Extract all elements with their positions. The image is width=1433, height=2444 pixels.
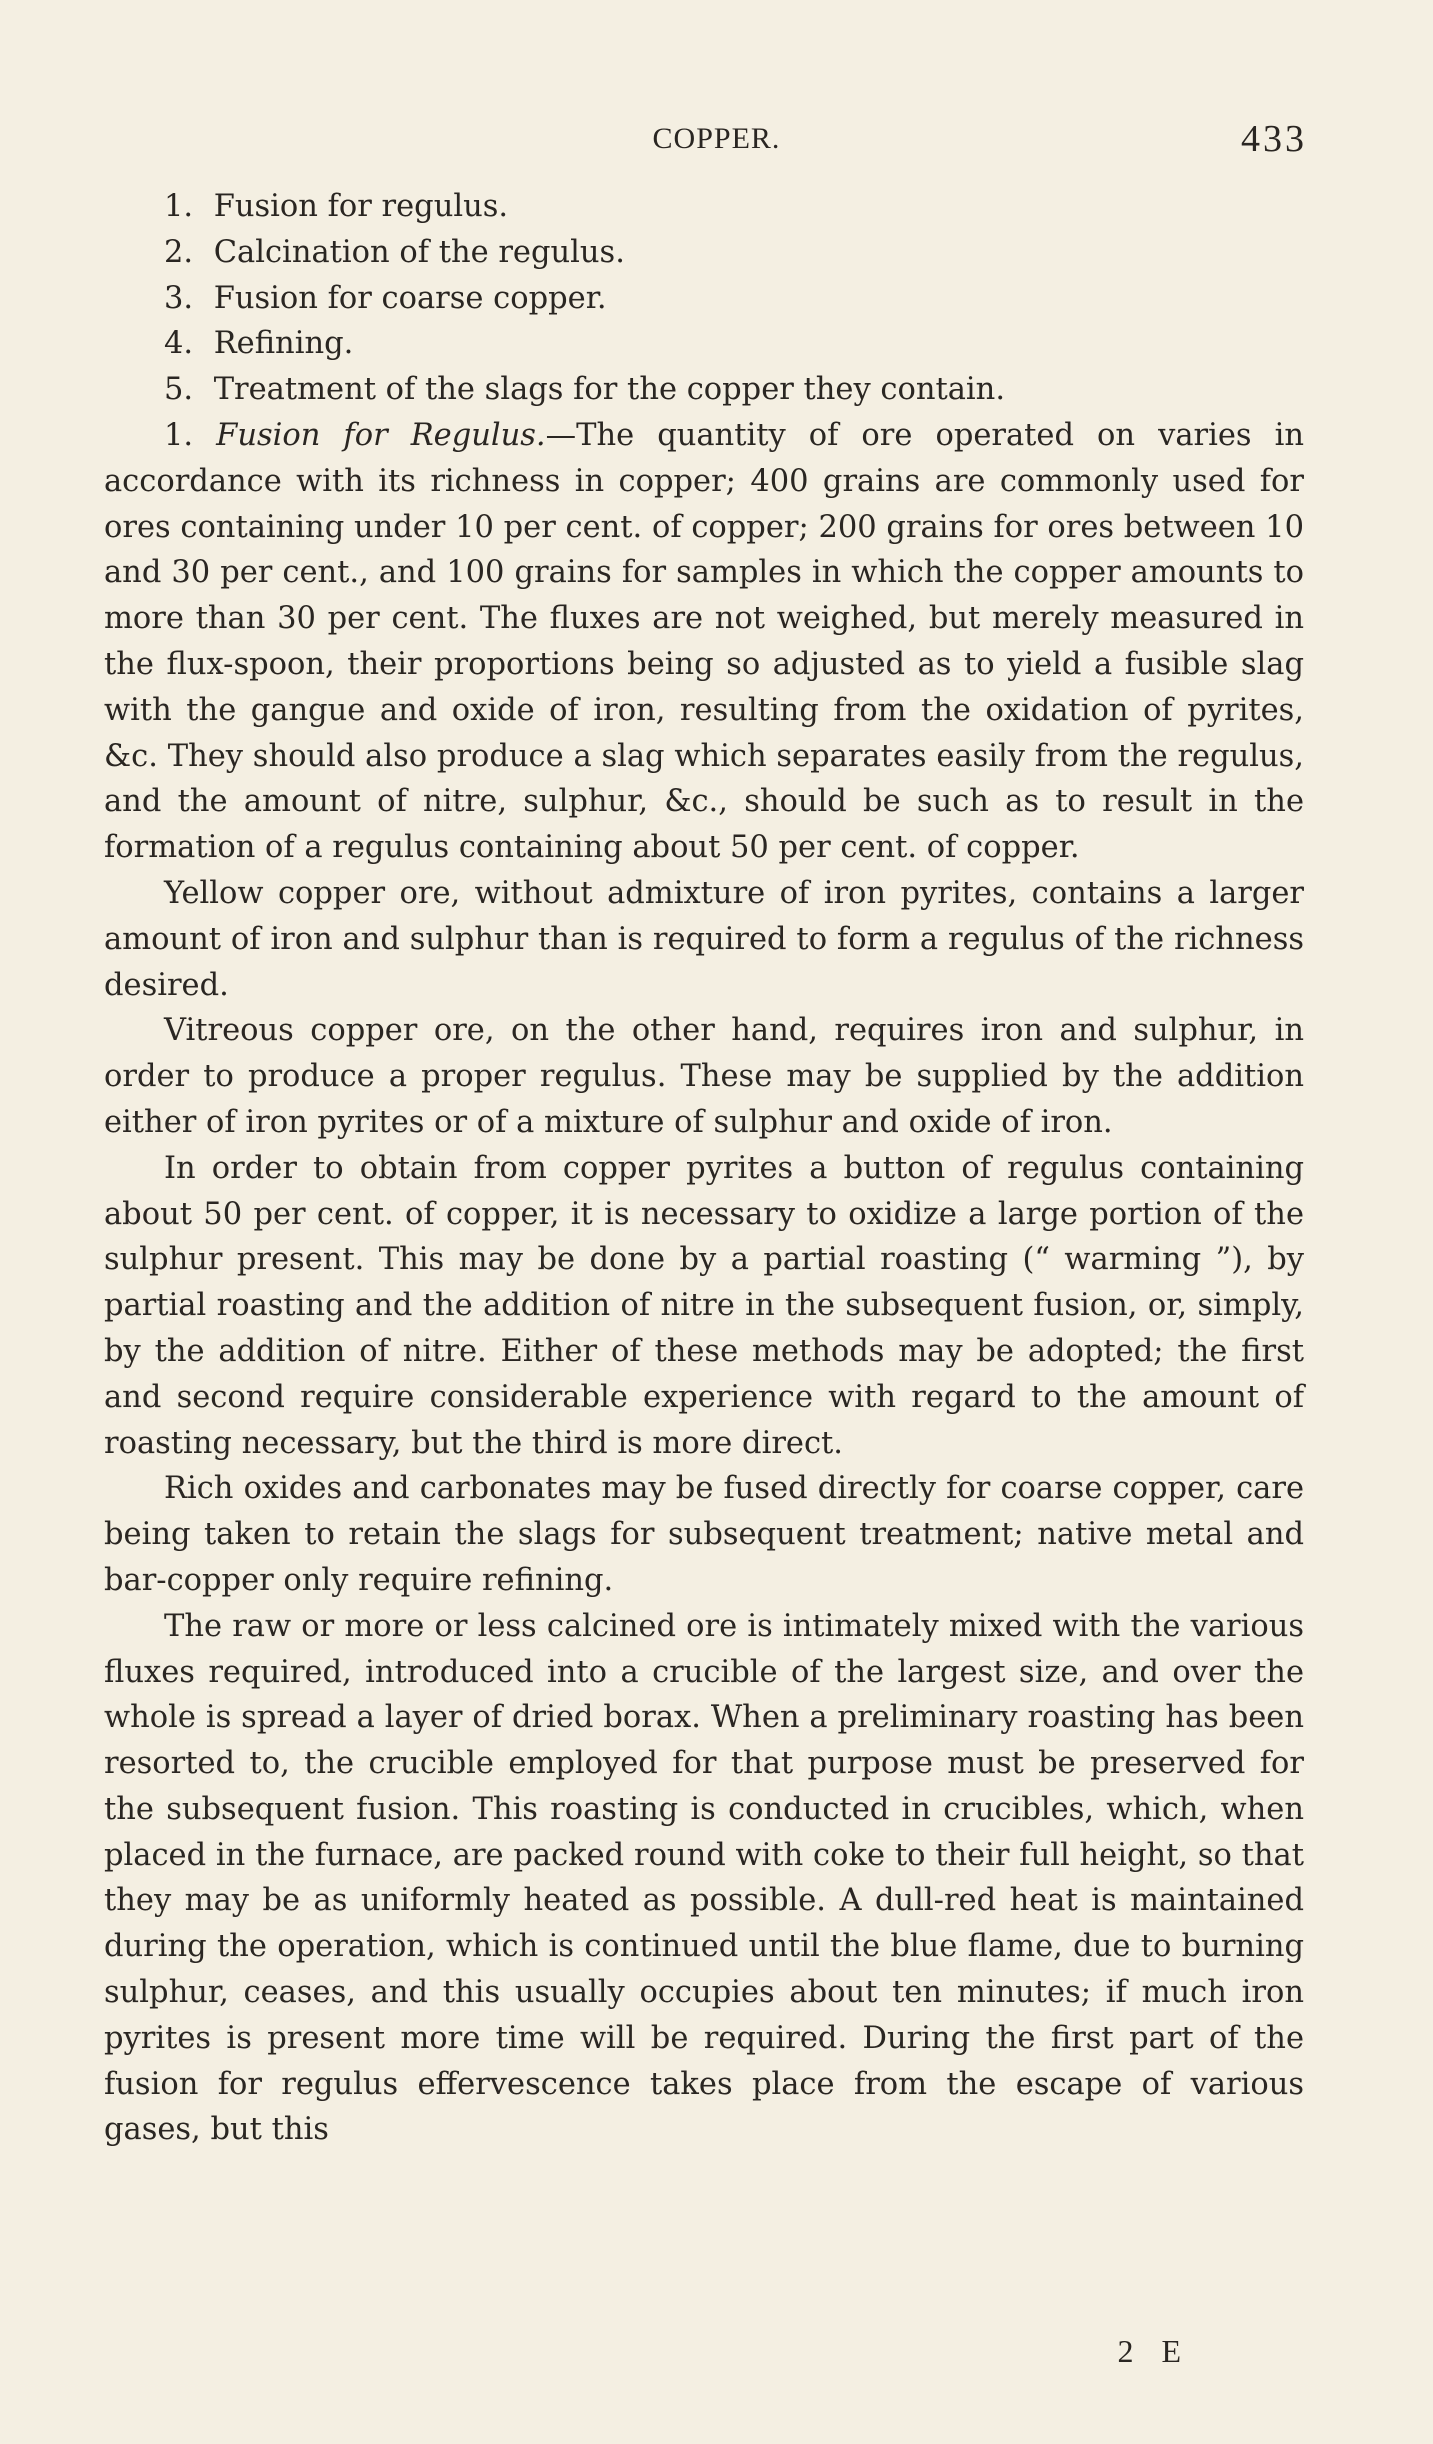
paragraph-copper-pyrites: In order to obtain from copper pyrites a button of regulus containing about 50 per cent. of copper, it is necessary to oxidize a large portion of the sulphur present. This may be done by a partial roasting (“ warming ”), by partial roasting and the addition of nitre in the subsequent fusion, or, simply, by the addition of nitre. Either of these methods may be adopted; the first and second require considerable experience with regard to the amount of roasting necessary, but the third is more direct. (104, 1150, 1304, 1461)
step-text: Fusion for coarse copper. (213, 280, 607, 316)
paragraph-rich-oxides: Rich oxides and carbonates may be fused directly for coarse copper, care being taken to retain the slags for subsequent treatment; native metal and bar-copper only require refining. (104, 1471, 1304, 1598)
step-item (104, 276, 1304, 322)
section-number: 1. (164, 417, 194, 453)
step-text: Refining. (213, 326, 354, 362)
running-head (0, 114, 1433, 164)
paragraph-calcined-ore: The raw or more or less calcined ore is intimately mixed with the various fluxes required, introduced into a crucible of the largest size, and over the whole is spread a layer of dried borax. When a preliminary roasting has been resorted to, the crucible employed for that purpose must be preserved for the subsequent fusion. This roasting is conducted in crucibles, which, when placed in the furnace, are packed round with coke to their full height, so that they may be as uniformly heated as possible. A dull-red heat is maintained during the operation, which is continued until the blue flame, due to burning sulphur, ceases, and this usually occupies about ten minutes; if much iron pyrites is present more time will be required. During the first part of the fusion for regulus effervescence takes place from the escape of various gases, but this (104, 1608, 1304, 2148)
step-text: Fusion for regulus. (213, 189, 509, 224)
step-text: Calcination of the regulus. (213, 234, 625, 270)
paragraph-text: —The quantity of ore operated on varies in accordance with its richness in copper; 400 grains are commonly used for ores containing under 10 per cent. of copper; 200 grains for ores between 10 and 30 per cent., and 100 grains for samples in which the copper amounts to more than 30 per cent. The fluxes are not weighed, but merely measured in the flux-spoon, their proportions being so adjusted as to yield a fusible slag with the gangue and oxide of iron, resulting from the oxidation of pyrites, &c. They should also produce a slag which separates easily from the regulus, and the amount of nitre, sulphur, &c., should be such as to result in the formation of a regulus containing about 50 per cent. of copper. (104, 417, 1304, 866)
paragraph-vitreous-copper-ore: Vitreous copper ore, on the other hand, requires iron and sulphur, in order to produce a proper regulus. These may be supplied by the addition either of iron pyrites or of a mixture of sulphur and oxide of iron. (104, 1013, 1304, 1140)
step-number: 4. (164, 326, 194, 362)
step-number: 1. (164, 189, 194, 224)
step-number: 3. (164, 280, 194, 316)
running-title: COPPER. (652, 122, 781, 155)
paragraph-fusion-for-regulus (104, 413, 1304, 871)
step-item (104, 321, 1304, 367)
step-number: 2. (164, 234, 194, 270)
signature-mark: 2 E (1117, 2333, 1191, 2369)
step-item (104, 230, 1304, 276)
section-heading: Fusion for Regulus. (216, 417, 546, 453)
step-item (104, 367, 1304, 413)
body-text (104, 184, 1304, 2153)
step-item (104, 184, 1304, 230)
step-number: 5. (164, 372, 194, 408)
step-text: Treatment of the slags for the copper they contain. (213, 372, 1006, 408)
paragraph-yellow-copper-ore: Yellow copper ore, without admixture of iron pyrites, contains a larger amount of iron and sulphur than is required to form a regulus of the richness desired. (104, 875, 1304, 1003)
page-number: 433 (1241, 118, 1307, 160)
